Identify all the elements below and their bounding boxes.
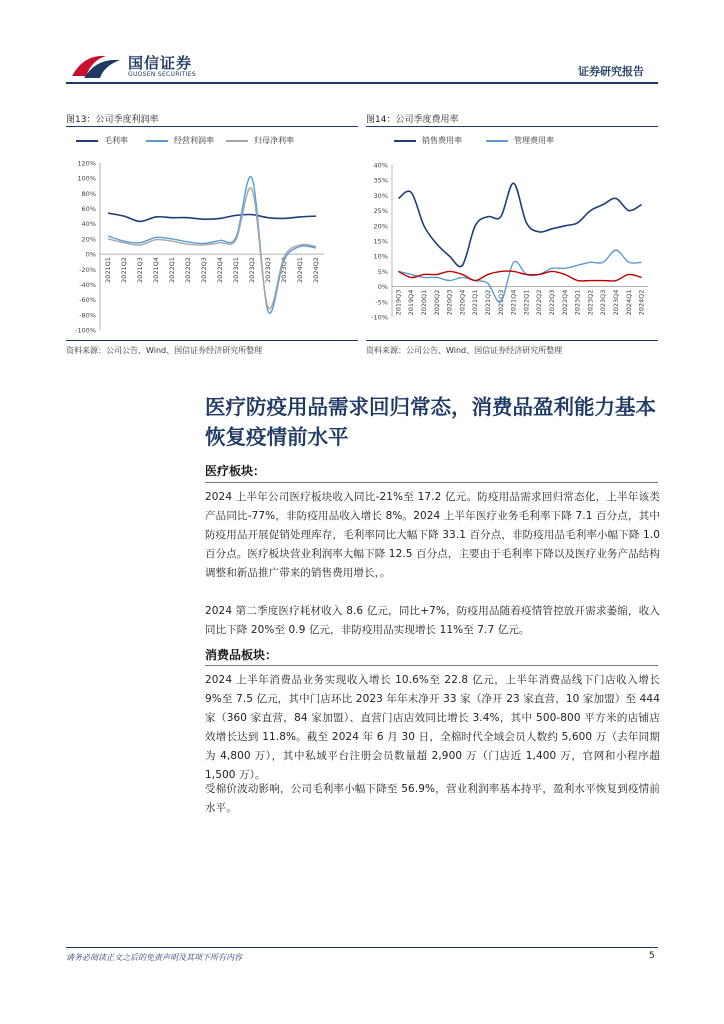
series-line-1 (108, 213, 316, 221)
x-tick-label: 2022Q1 (168, 257, 176, 283)
y-tick-label: -80% (79, 311, 96, 320)
x-tick-label: 2022Q4 (560, 289, 569, 316)
y-tick-label: -60% (79, 296, 96, 305)
legend-gross-margin: 毛利率 (76, 135, 128, 146)
y-tick-label: 40% (81, 220, 96, 229)
x-tick-label: 2022Q3 (548, 289, 556, 316)
consumer-paragraph-2: 受棉价波动影响，公司毛利率小幅下降至 56.9%，营业利润率基本持平，盈利水平恢复到疫情前水平。 (205, 783, 660, 814)
x-tick-label: 2023Q1 (232, 257, 240, 283)
company-logo (66, 50, 126, 82)
x-tick-label: 2024Q1 (296, 257, 304, 283)
y-tick-label: 10% (373, 252, 388, 261)
logo-mark-icon (66, 50, 126, 82)
figure-13-source: 资料来源：公司公告、Wind、国信证券经济研究所整理 (66, 346, 263, 355)
legend-selling-expense: 销售费用率 (394, 135, 462, 146)
series-line-1 (398, 183, 641, 266)
legend-operating-margin: 经营利润率 (146, 135, 214, 146)
y-tick-label: -20% (79, 265, 96, 274)
x-tick-label: 2021Q4 (152, 257, 160, 283)
y-tick-label: 30% (373, 191, 388, 200)
medical-heading-rule (205, 482, 658, 483)
x-tick-label: 2022Q4 (216, 257, 224, 283)
series-line-3 (108, 188, 316, 309)
x-tick-label: 2020Q1 (420, 289, 428, 316)
x-tick-label: 2021Q4 (509, 289, 518, 316)
x-tick-label: 2021Q1 (471, 289, 480, 316)
x-tick-label: 2024Q2 (637, 289, 646, 316)
logo-en: GUOSEN SECURITIES (128, 71, 197, 78)
figure-13-rule (66, 126, 358, 127)
x-tick-label: 2020Q4 (458, 289, 467, 316)
y-tick-label: 25% (373, 207, 388, 216)
y-tick-label: 40% (373, 161, 388, 170)
x-tick-label: 2021Q1 (104, 257, 112, 283)
y-tick-label: 35% (373, 176, 388, 185)
legend-net-margin: 归母净利率 (226, 135, 294, 146)
y-tick-label: 120% (77, 159, 96, 168)
y-tick-label: 20% (373, 222, 388, 231)
x-tick-label: 2021Q3 (496, 289, 505, 316)
x-tick-label: 2022Q3 (200, 257, 208, 283)
page-number: 5 (649, 951, 655, 961)
x-tick-label: 2021Q2 (120, 257, 128, 283)
expense-ratio-chart (366, 155, 658, 340)
y-tick-label: 80% (81, 189, 96, 198)
x-tick-label: 2022Q2 (184, 257, 192, 283)
x-tick-label: 2022Q1 (522, 289, 531, 316)
y-tick-label: 15% (373, 237, 388, 246)
footer-rule (66, 947, 658, 948)
figure-14-rule (366, 126, 658, 127)
x-tick-label: 2023Q2 (586, 289, 595, 316)
header-rule (66, 82, 658, 84)
x-tick-label: 2022Q2 (535, 289, 544, 316)
y-tick-label: 0% (85, 250, 96, 259)
report-type: 证券研究报告 (578, 65, 644, 78)
x-tick-label: 2023Q3 (264, 257, 272, 283)
medical-heading: 医疗板块： (205, 464, 266, 478)
figure-13-bottom-rule (66, 340, 358, 341)
consumer-heading: 消费品板块： (205, 648, 278, 662)
x-tick-label: 2023Q1 (573, 289, 582, 316)
medical-paragraph-2: 2024 第二季度医疗耗材收入 8.6 亿元，同比+7%，防疫用品随着疫情管控放开需求萎缩，收入同比下降 20%至 0.9 亿元，非防疫用品实现增长 11%至 7.7 亿元。 (205, 605, 660, 636)
y-tick-label: -100% (75, 326, 96, 335)
x-tick-label: 2019Q4 (407, 289, 416, 316)
section-title: 医疗防疫用品需求回归常态，消费品盈利能力基本恢复疫情前水平 (205, 395, 656, 449)
y-tick-label: 60% (81, 205, 96, 214)
footer-disclaimer: 请务必阅读正文之后的免责声明及其项下所有内容 (66, 953, 242, 962)
figure-14-caption: 图14：公司季度费用率 (366, 115, 459, 125)
figure-13-caption: 图13：公司季度利润率 (66, 115, 159, 125)
x-tick-label: 2020Q3 (445, 289, 454, 316)
y-tick-label: -40% (79, 280, 96, 289)
medical-paragraph-1: 2024 上半年公司医疗板块收入同比-21%至 17.2 亿元。防疫用品需求回归常态化，上半年该类产品同比-77%，非防疫用品收入增长 8%。2024 上半年医疗业务毛利率下降 7.1 百分点，其中防疫用品开展促销处理库存，毛利率同比大幅下降 33.1 百分点，非防疫用品毛利率小幅下降 1.0 百分点。医疗板块营业利润率大幅下降 12.5 百分点，主要由于毛利率下降以及医疗业务产品结构调整和新品推广带来的销售费用增长，。 (205, 491, 660, 579)
x-tick-label: 2023Q3 (599, 289, 608, 316)
y-tick-label: 0% (377, 283, 388, 292)
logo-cn: 国信证券 (128, 54, 193, 72)
x-tick-label: 2023Q2 (248, 257, 256, 283)
figure-14-source: 资料来源：公司公告、Wind、国信证券经济研究所整理 (366, 346, 563, 355)
x-tick-label: 2024Q2 (312, 257, 320, 283)
consumer-heading-rule (205, 665, 658, 666)
x-tick-label: 2024Q1 (624, 289, 633, 316)
x-tick-label: 2023Q4 (280, 257, 288, 283)
x-tick-label: 2023Q4 (612, 289, 620, 316)
profit-margin-chart (66, 155, 358, 340)
legend-admin-expense: 管理费用率 (486, 135, 554, 146)
y-tick-label: 20% (81, 235, 96, 244)
x-tick-label: 2020Q2 (432, 289, 441, 316)
y-tick-label: 100% (77, 174, 96, 183)
y-tick-label: -10% (371, 313, 388, 322)
consumer-paragraph-1: 2024 上半年消费品业务实现收入增长 10.6%至 22.8 亿元，上半年消费品线下门店收入增长 9%至 7.5 亿元，其中门店环比 2023 年年末净开 33 家（净开 23 家直营，10 家加盟）至 444 家（360 家直营，84 家加盟）、直营门店店效同比增长 3.4%，其中 500-800 平方米的店铺店效增长达到 11.8%。截至 2024 年 6 月 30 日，全棉时代全域会员人数约 5,600 万（去年同期为 4,800 万），其中私域平台注册会员数量超 2,900 万（门店近 1,400 万，官网和小程序超 1,500 万）。 (205, 674, 660, 781)
series-line-3 (398, 271, 641, 281)
x-tick-label: 2019Q3 (394, 289, 403, 316)
x-tick-label: 2021Q3 (136, 257, 144, 283)
y-tick-label: -5% (375, 298, 388, 307)
x-tick-label: 2021Q2 (484, 289, 492, 316)
figure-14-bottom-rule (366, 340, 658, 341)
y-tick-label: 5% (377, 267, 388, 276)
